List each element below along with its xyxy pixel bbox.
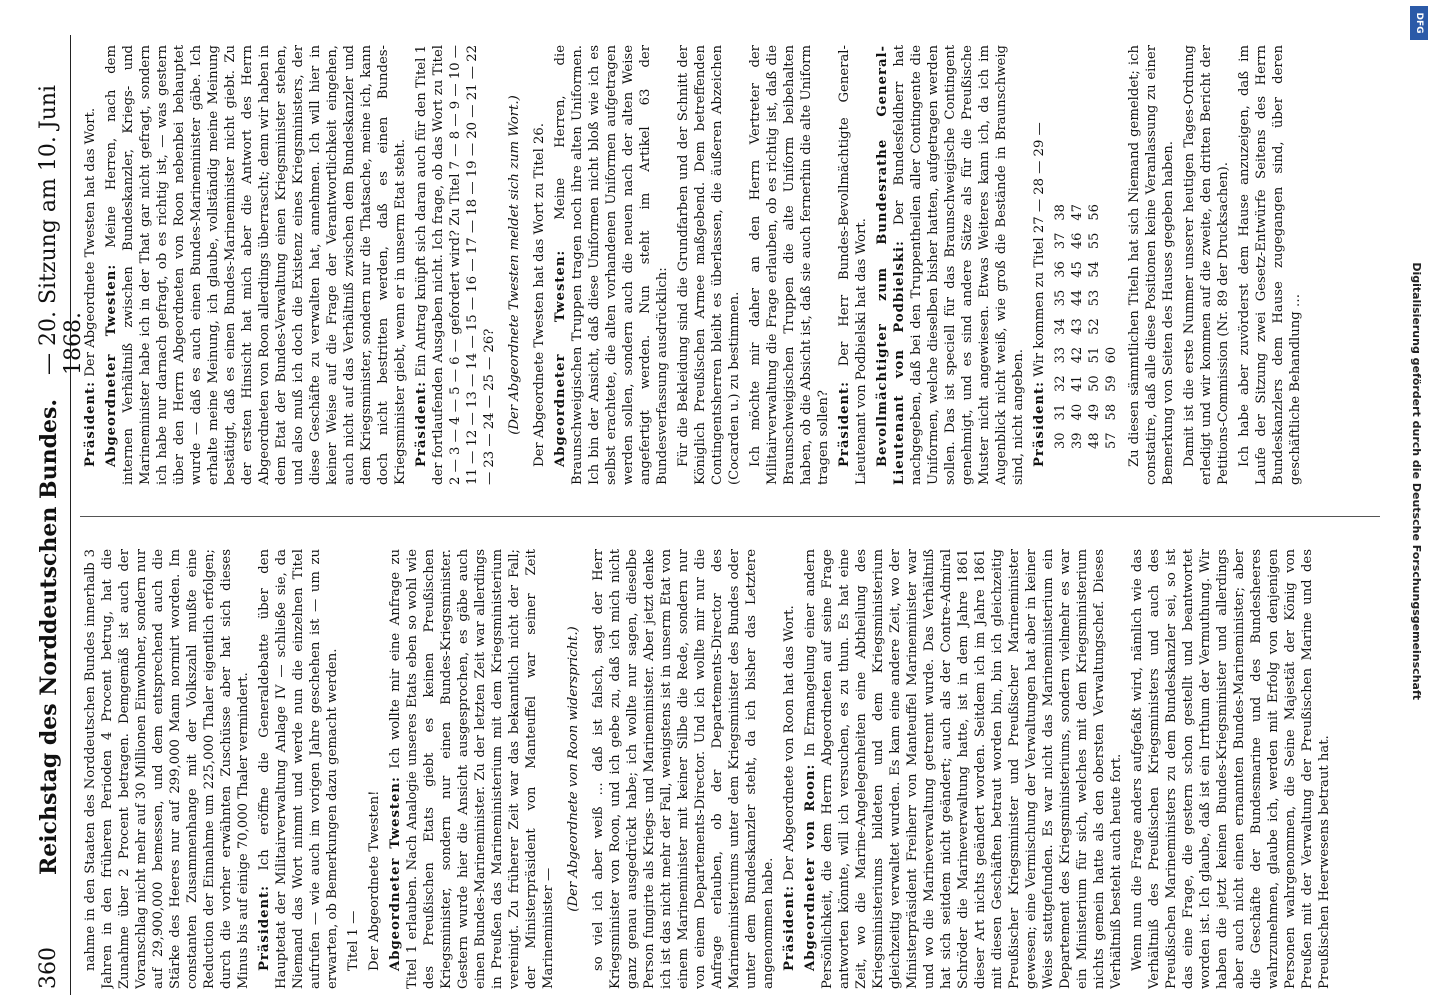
paragraph-text: Ich möchte mir daher an den Herrn Vertreter der Militairverwaltung die Frage erlauben, ob es richtig ist, daß die Braunschweigischen Truppen die alte Uniform beibehalten haben, ob die Absicht ist, daß sie auch fernerhin die alte Uniform tragen sollen?	[748, 45, 831, 485]
table-cell: 53	[1087, 289, 1102, 307]
paragraph-text: Der Abgeordnete Twesten hat das Wort.	[83, 107, 98, 377]
paragraph	[747, 45, 832, 485]
speaker-name: Präsident:	[782, 884, 797, 971]
table-cell: 41	[1070, 375, 1085, 392]
speech-paragraph	[413, 45, 498, 485]
table-cell: 35	[1053, 289, 1068, 307]
table-cell: 57	[1104, 432, 1119, 449]
speaker-name: Bevollmächtigter zum Bundesrathe General-Lieutenant von Podbielski:	[875, 45, 907, 485]
paragraph-text: so viel ich aber weiß … daß ist falsch, sagt der Herr Kriegsminister von Roon, und ich gebe zu, daß ich mich nicht ganz genau ausgedrückt habe; ich wollte nur sagen, dieselbe Person fungirte als Kriegs- und Marineminister. Aber jetzt denke ich ist das nicht mehr der Fall, wenigstens ist in unserm Etat von einem Marineminister mit keiner Silbe die Rede, sondern nur von einem Departements-Director. Und ich wollte mir nur die Anfrage erlauben, ob der Departements-Director des Marineministeriums unter dem Kriegsminister des Bundes oder unter dem Bundeskanzler steht, da ich bisher das Letztere angenommen habe.	[591, 549, 776, 989]
speaker-name: Präsident:	[837, 380, 852, 467]
table-cell: 36	[1053, 261, 1068, 278]
table-cell: 56	[1087, 204, 1102, 221]
table-cell: 48	[1087, 432, 1102, 449]
speech-paragraph	[82, 45, 99, 485]
paragraph-text: nahme in den Staaten des Norddeutschen Bundes innerhalb 3 Jahren in den früheren Perioden 4 Procent betrug, hat die Zunahme über 2 Procent betragen. Demgemäß ist auch der Voranschlag nicht mehr auf 30 Millionen Einwohner, sondern nur auf 29,900,000 bemessen, und dem entsprechend auch die Stärke des Heeres nur auf 299,000 Mann normirt worden. Im constanten Zusammenhange mit der Volkszahl mußte eine Reduction der Einnahme um 225,000 Thaler eigentlich erfolgen; durch die vorher erwähnten Zuschüsse aber hat sich dieses Minus bis auf einige 70,000 Thaler vermindert.	[83, 549, 251, 989]
speech-paragraph	[781, 549, 798, 989]
table-cell: 31	[1053, 403, 1068, 421]
table-cell	[1103, 312, 1120, 341]
paragraph-text: Ich wollte mir eine Anfrage zu Titel 1 erlauben. Nach Analogie unseres Etats eben so wohl wie des Preußischen Etats giebt es keinen Preußischen Kriegsminister, sondern nur einen Bundes-Kriegsminister. Gestern wurde hier die Ansicht ausgesprochen, es gäbe auch einen Bundes-Marineminister. Zu der letzten Zeit war allerdings in Preußen das Marineministerium mit dem Kriegsministerium vereinigt. Zu früherer Zeit war das bekanntlich nicht der Fall; der Ministerpräsident von Manteuffel war seiner Zeit Marineminister —	[388, 549, 556, 989]
paragraph-text: Der Abgeordnete von Roon hat das Wort.	[782, 605, 797, 881]
table-cell: 50	[1087, 375, 1102, 392]
paragraph-text: Der Abgeordnete Twesten!	[367, 790, 382, 971]
table-cell: 59	[1104, 375, 1119, 392]
speaker-name: Abgeordneter Twesten:	[104, 263, 119, 467]
table-cell: 55	[1087, 232, 1102, 250]
table-cell: 38	[1053, 204, 1068, 221]
speaker-name: Abgeordneter Twesten:	[388, 776, 403, 971]
stage-direction	[506, 45, 523, 485]
dfg-logo: DFG	[1410, 6, 1428, 40]
paragraph-text: Für die Bekleidung sind die Grundfarben und der Schnitt der Königlich Preußischen Armee maßgebend. Dem betreffenden Contingentsherren bleibt es überlassen, die äußeren Abzeichen (Cocarden u.) zu bestimmen.	[676, 45, 742, 485]
column-divider	[80, 516, 1380, 517]
table-cell: 30	[1053, 432, 1068, 449]
speech-paragraph	[387, 549, 557, 989]
table-row	[1086, 198, 1103, 455]
paragraph	[1236, 45, 1304, 485]
paragraph-text: Der Abgeordnete Twesten hat das Wort zu Titel 26.	[532, 123, 547, 467]
paragraph	[675, 45, 743, 485]
rotated-page	[30, 35, 1390, 995]
speech-paragraph	[874, 45, 1027, 485]
table-cell: 44	[1070, 289, 1085, 307]
paragraph-text: Ein Antrag knüpft sich daran auch für den Titel 1 der fortlaufenden Ausgaben nicht. Ich frage, ob das Wort zu Titel 2 — 3 — 4 — 5 — 6 — gefordert wird? Zu Titel 7 — 8 — 9 — 10 — 11 — 12 — 13 — 14 — 15 — 16 — 17 — 18 — 19 — 20 — 21 — 22 — 23 — 24 — 25 — 26?	[414, 45, 497, 485]
speech-paragraph	[256, 549, 341, 989]
speaker-name: Präsident:	[83, 380, 98, 467]
paragraph-text: Damit ist die erste Nummer unserer heutigen Tages-Ordnung erledigt und wir kommen auf die zweite, den dritten Bericht der Petitions-Commission (Nr. 89 der Drucksachen).	[1182, 45, 1231, 485]
table-row	[1052, 198, 1069, 455]
table-cell: 32	[1053, 375, 1068, 392]
column-left	[82, 549, 1372, 989]
paragraph	[1129, 549, 1333, 989]
table-cell	[1103, 198, 1120, 227]
paragraph-text: Zu diesen sämmtlichen Titeln hat sich Niemand gemeldet; ich constatire, daß alle diese Positionen keine Veranlassung zu einer Bemerkung von Seiten des Hauses gegeben haben.	[1127, 45, 1176, 485]
speech-paragraph	[552, 45, 671, 485]
speaker-name: Präsident:	[414, 380, 429, 467]
speech-paragraph	[836, 45, 870, 485]
digitization-watermark	[1404, 10, 1428, 700]
speaker-name: Abgeordneter von Roon:	[803, 763, 818, 971]
paragraph	[345, 549, 362, 989]
page-header	[30, 35, 86, 995]
paragraph	[590, 549, 777, 989]
table-cell: 49	[1087, 403, 1102, 421]
table-cell: 54	[1087, 261, 1102, 278]
table-cell	[1103, 255, 1120, 284]
paragraph-text: In Ermangelung einer andern Persönlichkeit, die dem Herrn Abgeordneten auf seine Frage antworten könnte, will ich versuchen, es zu thun. Es hat eine Zeit, wo die Marine-Angelegenheiten eine Abtheilung des Kriegsministeriums bildeten und dem Kriegsministerium gleichzeitig verwaltet wurden. Es kam eine andere Zeit, wo der Ministerpräsident Freiherr von Manteuffel Marineminister war und wo die Marineverwaltung getrennt wurde. Das Verhältniß hat sich seitdem nicht geändert; auch als der Contre-Admiral Schröder die Marineverwaltung hatte, ist in dem Jahre 1861 dieser Art nichts geändert worden. Seitdem ich im Jahre 1861 mit diesen Geschäften betraut worden bin, bin ich gleichzeitig Preußischer Kriegsminister und Preußischer Marineminister gewesen; eine Vermischung der Verwaltungen hat aber in keiner Weise stattgefunden. Es war nicht das Marineministerium ein Departement des Kriegsministeriums, sondern vielmehr es war ein Ministerium für sich, welches mit dem Kriegsministerium nichts gemein hatte als den obersten Verwaltungschef. Dieses Verhältniß besteht auch heute fort.	[803, 549, 1124, 989]
paragraph-text: Wenn nun die Frage anders aufgefaßt wird, nämlich wie das Verhältniß des Preußischen Kriegsministers und auch des Preußischen Marineministers zu dem Bundeskanzler sei, so ist das eine Frage, die gestern schon gestellt und beantwortet worden ist. Ich glaube, daß ist ein Irrthum der Vermuthung. Wir haben die jetzt keinen Bundes-Kriegsminister und allerdings aber auch nicht einen ernannten Bundes-Marineminister; aber die Geschäfte der Bundesmarine und des Bundesheeres wahrzunehmen, glaube ich, werden mit Erfolg von denjenigen Personen wahrgenommen, die Seine Majestät der König von Preußen mit der Verwaltung der Preußischen Marine und des Preußischen Heerwesens betraut hat.	[1130, 549, 1332, 989]
paragraph-text: Meine Herren, die Braunschweigischen Truppen tragen noch ihre alten Uniformen. Ich bin der Ansicht, daß diese Uniformen nicht bloß wie ich es selbst erachtete, die alten vorhandenen Uniformen aufgetragen werden sollen, sondern auch die neuen nach der alten Weise angefertigt werden. Nun steht im Artikel 63 der Bundesverfassung ausdrücklich:	[553, 45, 670, 485]
paragraph-text: Ich eröffne die Generaldebatte über den Hauptetat der Militairverwaltung Anlage IV — schließe sie, da Niemand das Wort nimmt und werde nun die einzelnen Titel aufrufen — wie auch im vorigen Jahre geschehen ist — um zu erwarten, ob Bemerkungen dazu gemacht werden.	[257, 549, 340, 989]
session-title: — 20. Sitzung am 10. Juni 1868.	[36, 84, 86, 375]
table-row	[1069, 198, 1086, 455]
speech-paragraph	[1031, 45, 1048, 485]
table-cell: 42	[1070, 346, 1085, 364]
table-cell: 46	[1070, 232, 1085, 250]
table-cell: 37	[1053, 232, 1068, 250]
title-number-table	[1052, 198, 1120, 455]
running-title: Reichstag des Norddeutschen Bundes.	[36, 398, 62, 875]
table-row	[1103, 198, 1120, 455]
table-cell: 58	[1104, 403, 1119, 421]
speaker-name: Abgeordneter Twesten:	[553, 249, 568, 467]
table-cell: 60	[1104, 346, 1119, 364]
speech-paragraph	[103, 45, 409, 485]
watermark-text: Digitalisierung gefördert durch die Deutsche Forschungsgemeinschaft	[1410, 262, 1423, 700]
paragraph-text: (Der Abgeordnete Twesten meldet sich zum Wort.)	[507, 95, 522, 435]
table-cell: 45	[1070, 261, 1085, 278]
paragraph-text: Der Herr Bundes-Bevollmächtigte General-Lieutenant von Podbielski hat das Wort.	[837, 45, 869, 485]
page-number: 360	[36, 947, 61, 989]
column-right	[82, 45, 1372, 485]
paragraph-text: Titel 1 —	[346, 910, 361, 971]
paragraph-text: Wir kommen zu Titel 27 — 28 — 29 —	[1032, 122, 1047, 377]
table-cell: 39	[1070, 432, 1085, 449]
paragraph-text: Der Bundesfeldherr hat nachgegeben, daß bei den Truppentheilen aller Contingente die Uniformen, welche dieselben bisher hatten, aufgetragen werden sollen. Das ist speciell für das Braunschweigische Contingent genehmigt, und es sind andere Sätze als für die Preußische Muster nicht angewiesen. Etwas Weiteres kann ich, da ich im Augenblick nicht weiß, wie groß die Bestände in Braunschweig sind, nicht angeben.	[892, 45, 1026, 485]
paragraph-text: (Der Abgeordnete von Roon widerspricht.)	[566, 626, 581, 912]
table-cell: 47	[1070, 204, 1085, 221]
table-cell: 40	[1070, 403, 1085, 421]
paragraph	[366, 549, 383, 989]
table-cell: 33	[1053, 346, 1068, 364]
table-cell: 52	[1087, 318, 1102, 335]
table-cell: 34	[1053, 318, 1068, 335]
paragraph	[82, 549, 252, 989]
table-cell: 43	[1070, 318, 1085, 335]
paragraph	[1181, 45, 1232, 485]
table-cell	[1103, 284, 1120, 313]
speech-paragraph	[802, 549, 1125, 989]
table-cell	[1103, 227, 1120, 256]
paragraph	[1126, 45, 1177, 485]
paragraph-text: Ich habe aber zuvörderst dem Hause anzuzeigen, daß im Laufe der Sitzung zwei Gesetz-Entwürfe Seitens des Herrn Bundeskanzlers dem Hause zugegangen sind, über deren geschäftliche Behandlung …	[1237, 45, 1303, 485]
speaker-name: Präsident:	[257, 884, 272, 971]
table-cell: 51	[1087, 346, 1102, 364]
paragraph	[531, 45, 548, 485]
stage-direction	[565, 549, 582, 989]
speaker-name: Präsident:	[1032, 380, 1047, 467]
paragraph-text: Meine Herren, nach dem internen Verhältniß zwischen Bundeskanzler, Kriegs- und Marineminister habe ich in der That gar nicht gefragt, sondern ich habe nur darnach gefragt, ob es richtig ist, — was gestern über den Herrn Abgeordneten von Roon nebenbei behauptet wurde — daß es auch einen Bundes-Marineminister gäbe. Ich erhalte meine Meinung, ich glaube, vollständig meine Meinung bestätigt, daß es einen Bundes-Marineminister nicht giebt. Zu der ersten Hinsicht hat mich aber die Antwort des Herrn Abgeordneten von Roon allerdings überrascht; denn wir haben in dem Etat der Bundes-Verwaltung einen Kriegsminister stehen, und also muß ich doch die Existenz eines Kriegsministers, der diese Geschäfte zu verwalten hat, annehmen. Ich will hier in keiner Weise auf die Frage der Verantwortlichkeit eingehen, auch nicht auf das Verhältniß zwischen dem Bundeskanzler und dem Kriegsminister, sondern nur die Thatsache, meine ich, kann doch nicht bestritten werden, daß es einen Bundes-Kriegsminister giebt, wenn er in unserm Etat steht.	[104, 45, 408, 485]
